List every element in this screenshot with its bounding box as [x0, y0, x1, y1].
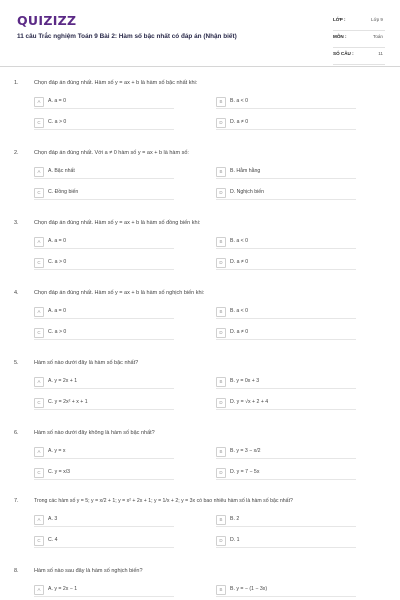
- option-letter-box: D: [216, 188, 226, 198]
- question-number: 4.: [14, 290, 19, 296]
- option-letter-box: C: [34, 398, 44, 408]
- option-b[interactable]: [216, 376, 356, 389]
- option-text: A. a = 0: [48, 98, 67, 104]
- question-3: [0, 220, 400, 290]
- question-text: Chọn đáp án đúng nhất. Với a ≠ 0 hàm số y = ax + b là hàm số:: [34, 150, 189, 156]
- option-letter-box: A: [34, 97, 44, 107]
- option-b[interactable]: [216, 96, 356, 109]
- question-1: [0, 80, 400, 150]
- option-c[interactable]: [34, 467, 174, 480]
- option-a[interactable]: [34, 306, 174, 319]
- option-letter-box: C: [34, 468, 44, 478]
- question-number: 6.: [14, 430, 19, 436]
- option-c[interactable]: [34, 327, 174, 340]
- option-text: D. y = √x + 2 + 4: [230, 399, 269, 405]
- option-text: D. Nghịch biến: [230, 189, 265, 195]
- option-letter-box: A: [34, 447, 44, 457]
- option-text: B. y = − (1 − 3x): [230, 586, 268, 592]
- option-text: A. y = 2x + 1: [48, 378, 78, 384]
- question-text: Hàm số nào dưới đây không là hàm số bậc nhất?: [34, 430, 155, 436]
- option-d[interactable]: [216, 257, 356, 270]
- option-letter-box: D: [216, 398, 226, 408]
- meta-label: MÔN :: [333, 34, 347, 39]
- header: [0, 0, 400, 66]
- meta-label: LỚP :: [333, 17, 346, 22]
- option-letter-box: D: [216, 258, 226, 268]
- question-6: [0, 430, 400, 500]
- question-number: 8.: [14, 568, 19, 574]
- question-5: [0, 360, 400, 430]
- option-letter-box: B: [216, 237, 226, 247]
- option-letter-box: B: [216, 377, 226, 387]
- meta-row-count: [333, 48, 385, 65]
- option-text: A. a = 0: [48, 238, 67, 244]
- option-a[interactable]: [34, 96, 174, 109]
- option-text: C. 4: [48, 537, 58, 543]
- option-letter-box: C: [34, 328, 44, 338]
- option-b[interactable]: [216, 236, 356, 249]
- option-a[interactable]: [34, 166, 174, 179]
- question-number: 2.: [14, 150, 19, 156]
- option-letter-box: C: [34, 188, 44, 198]
- option-letter-box: B: [216, 307, 226, 317]
- option-c[interactable]: [34, 257, 174, 270]
- page-title: 11 câu Trắc nghiệm Toán 9 Bài 2: Hàm số bậc nhất có đáp án (Nhận biết): [17, 33, 237, 40]
- option-d[interactable]: [216, 397, 356, 410]
- option-letter-box: A: [34, 377, 44, 387]
- option-c[interactable]: [34, 397, 174, 410]
- option-letter-box: A: [34, 307, 44, 317]
- option-text: A. 3: [48, 516, 58, 522]
- option-text: A. y = x: [48, 448, 66, 454]
- question-text: Hàm số nào sau đây là hàm số nghịch biến?: [34, 568, 143, 574]
- option-text: B. 2: [230, 516, 240, 522]
- question-text: Chọn đáp án đúng nhất. Hàm số y = ax + b là hàm số đồng biến khi:: [34, 220, 201, 226]
- option-d[interactable]: [216, 467, 356, 480]
- option-letter-box: C: [34, 536, 44, 546]
- option-text: D. y = 7 − 5x: [230, 469, 260, 475]
- option-text: B. a < 0: [230, 238, 249, 244]
- option-letter-box: B: [216, 585, 226, 595]
- option-text: D. a ≠ 0: [230, 119, 249, 125]
- question-text: Trong các hàm số y = 5; y = x/2 + 1; y = x² + 2x + 1; y = 1/x + 2; y = 3x có bao nhiêu hàm số là hàm số bậc nhất?: [34, 498, 293, 504]
- option-text: B. a < 0: [230, 308, 249, 314]
- option-a[interactable]: [34, 236, 174, 249]
- option-text: C. a > 0: [48, 119, 67, 125]
- option-text: A. a = 0: [48, 308, 67, 314]
- option-d[interactable]: [216, 117, 356, 130]
- option-letter-box: B: [216, 515, 226, 525]
- option-text: D. a ≠ 0: [230, 329, 249, 335]
- quizizz-logo[interactable]: QUIZIZZ: [17, 13, 77, 28]
- option-text: D. a ≠ 0: [230, 259, 249, 265]
- question-text: Hàm số nào dưới đây là hàm số bậc nhất?: [34, 360, 139, 366]
- option-text: C. Đồng biến: [48, 189, 79, 195]
- option-text: A. y = 2x − 1: [48, 586, 78, 592]
- option-a[interactable]: [34, 376, 174, 389]
- meta-value: Lớp 9: [371, 17, 383, 22]
- option-text: A. Bậc nhất: [48, 168, 75, 174]
- option-text: C. y = x/3: [48, 469, 71, 475]
- option-letter-box: A: [34, 585, 44, 595]
- option-letter-box: B: [216, 167, 226, 177]
- question-7: [0, 498, 400, 568]
- option-b[interactable]: [216, 306, 356, 319]
- meta-label: SỐ CÂU :: [333, 51, 354, 56]
- option-letter-box: D: [216, 468, 226, 478]
- header-divider: [0, 66, 400, 67]
- option-c[interactable]: [34, 535, 174, 548]
- option-b[interactable]: [216, 514, 356, 527]
- option-text: B. y = 3 − x/2: [230, 448, 261, 454]
- option-letter-box: D: [216, 118, 226, 128]
- option-b[interactable]: [216, 166, 356, 179]
- option-letter-box: B: [216, 97, 226, 107]
- meta-value: 11: [378, 51, 383, 56]
- question-4: [0, 290, 400, 360]
- option-b[interactable]: [216, 446, 356, 459]
- meta-table: [333, 14, 385, 65]
- question-number: 3.: [14, 220, 19, 226]
- question-number: 1.: [14, 80, 19, 86]
- option-text: C. a > 0: [48, 329, 67, 335]
- option-text: C. y = 2x² + x + 1: [48, 399, 88, 405]
- option-text: C. a > 0: [48, 259, 67, 265]
- question-2: [0, 150, 400, 220]
- option-b[interactable]: [216, 584, 356, 597]
- option-text: B. y = 0x + 3: [230, 378, 260, 384]
- option-letter-box: C: [34, 118, 44, 128]
- option-letter-box: A: [34, 167, 44, 177]
- meta-row-subject: [333, 31, 385, 48]
- option-a[interactable]: [34, 584, 174, 597]
- option-letter-box: D: [216, 536, 226, 546]
- option-letter-box: A: [34, 237, 44, 247]
- option-text: B. a < 0: [230, 98, 249, 104]
- option-text: D. 1: [230, 537, 240, 543]
- question-text: Chọn đáp án đúng nhất. Hàm số y = ax + b là hàm số nghịch biến khi:: [34, 290, 205, 296]
- option-c[interactable]: [34, 187, 174, 200]
- question-text: Chọn đáp án đúng nhất. Hàm số y = ax + b là hàm số bậc nhất khi:: [34, 80, 198, 86]
- option-a[interactable]: [34, 514, 174, 527]
- option-letter-box: D: [216, 328, 226, 338]
- meta-value: Toán: [373, 34, 383, 39]
- meta-row-class: [333, 14, 385, 31]
- option-d[interactable]: [216, 327, 356, 340]
- option-text: B. Hằm hằng: [230, 168, 261, 174]
- option-letter-box: A: [34, 515, 44, 525]
- question-8: [0, 568, 400, 600]
- option-a[interactable]: [34, 446, 174, 459]
- option-d[interactable]: [216, 187, 356, 200]
- option-d[interactable]: [216, 535, 356, 548]
- option-letter-box: B: [216, 447, 226, 457]
- question-number: 5.: [14, 360, 19, 366]
- option-letter-box: C: [34, 258, 44, 268]
- question-number: 7.: [14, 498, 19, 504]
- option-c[interactable]: [34, 117, 174, 130]
